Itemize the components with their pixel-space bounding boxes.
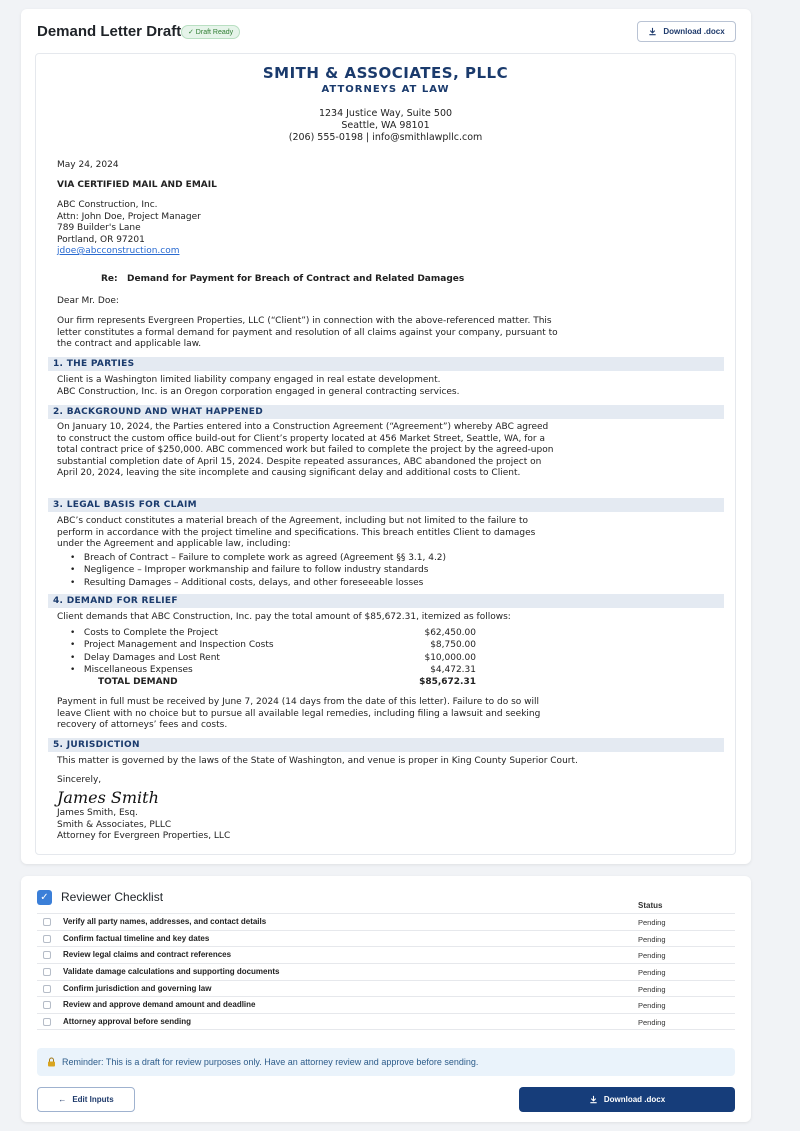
signature: James Smith [57, 788, 159, 807]
lock-icon [47, 1057, 56, 1067]
section-heading: 1. THE PARTIES [48, 357, 724, 371]
demand-amount: $10,000.00 [424, 652, 476, 663]
background-paragraph: On January 10, 2024, the Parties entered into a Construction Agreement (“Agreement”) whereby ABC agreed to construct the custom office build-out for Client’s property located at 456 Market Street, Seattle, WA, for a total contract price of $250,000. ABC commenced work but failed to complete the project by the agreed-upon substantial completion date of April 15, 2024. Despite repeated assurances, ABC abandoned the project on April 20, 2024, leaving the site incomplete and causing significant delay and additional costs to Client. [57, 422, 554, 478]
total-demand-label: TOTAL DEMAND [98, 677, 178, 688]
download-icon [589, 1095, 598, 1104]
download-docx-button[interactable] [519, 1087, 735, 1112]
checklist-checkbox[interactable] [43, 1001, 51, 1009]
checklist-row [37, 1013, 735, 1030]
checklist-checkbox[interactable] [43, 918, 51, 926]
checklist-item-label: Validate damage calculations and supporting documents [63, 967, 280, 977]
checklist-row [37, 930, 735, 947]
demand-item: • Project Management and Inspection Costs [70, 640, 274, 651]
firm-name: SMITH & ASSOCIATES, PLLC [262, 64, 509, 82]
section-heading: 2. BACKGROUND AND WHAT HAPPENED [48, 405, 724, 419]
demand-item: • Delay Damages and Lost Rent [70, 652, 220, 663]
recipient-line: ABC Construction, Inc. [57, 200, 158, 210]
jurisdiction-text: This matter is governed by the laws of the State of Washington, and venue is proper in King County Superior Court. [57, 756, 578, 766]
salutation: Dear Mr. Doe: [57, 296, 119, 306]
legal-bullet: • Resulting Damages – Additional costs, delays, and other foreseeable losses [70, 577, 424, 588]
legal-bullet: • Negligence – Improper workmanship and failure to follow industry standards [70, 565, 429, 576]
firm-address [36, 108, 735, 144]
letter-document [35, 53, 736, 855]
demand-intro: Client demands that ABC Construction, Inc. pay the total amount of $85,672.31, itemized as follows: [57, 612, 511, 622]
status-badge: ✓ Draft Ready [181, 25, 240, 39]
firm-address-line1: 1234 Justice Way, Suite 500 [318, 108, 453, 119]
checklist-checkbox[interactable] [43, 935, 51, 943]
signer-name: James Smith, Esq. [57, 808, 138, 818]
firm-address-line2: Seattle, WA 98101 [341, 120, 430, 131]
checklist-checkbox-icon: ✓ [37, 890, 52, 905]
checklist-item-label: Verify all party names, addresses, and contact details [63, 917, 267, 926]
recipient-email-link[interactable]: jdoe@abcconstruction.com [57, 246, 180, 256]
checklist-row [37, 963, 735, 980]
edit-inputs-button[interactable] [37, 1087, 135, 1112]
checklist-item-status: Pending [638, 1018, 666, 1028]
signer-role: Attorney for Evergreen Properties, LLC [57, 831, 231, 841]
checklist-item-label: Attorney approval before sending [63, 1017, 192, 1027]
delivery-method: VIA CERTIFIED MAIL AND EMAIL [57, 180, 217, 190]
recipient-line: Attn: John Doe, Project Manager [57, 211, 201, 222]
checklist-item-label: Review legal claims and contract references [63, 950, 232, 960]
checklist-checkbox[interactable] [43, 968, 51, 976]
legal-basis-paragraph: ABC’s conduct constitutes a material breach of the Agreement, including but not limited to the failure to perform in accordance with the project timeline and specifications. This breach entitles Client to damages under the Agreement and applicable law, including: [57, 516, 536, 549]
checklist-checkbox[interactable] [43, 1018, 51, 1026]
arrow-left-icon: ← [58, 1095, 67, 1104]
demand-amount: $4,472.31 [430, 664, 476, 675]
checklist-item-label: Confirm factual timeline and key dates [63, 933, 210, 943]
checklist-item-status: Pending [638, 984, 666, 994]
section-heading: 5. JURISDICTION [48, 738, 724, 752]
checklist-title: Reviewer Checklist [61, 890, 164, 904]
checklist-item-status: Pending [638, 968, 666, 978]
payment-paragraph: Payment in full must be received by June 7, 2024 (14 days from the date of this letter). Failure to do so will leave Client with no choice but to pursue all available legal remedies, including filing a lawsuit and seeking recovery of attorneys’ fees and costs. [57, 697, 541, 730]
section-heading: 4. DEMAND FOR RELIEF [48, 594, 724, 608]
reviewer-checklist-card [21, 876, 751, 1122]
checklist-item-status: Pending [638, 918, 666, 927]
checklist-row [37, 913, 735, 930]
checklist-checkbox[interactable] [43, 951, 51, 959]
legal-bullet: • Breach of Contract – Failure to complete work as agreed (Agreement §§ 3.1, 4.2) [70, 553, 447, 563]
download-label: Download .docx [663, 27, 725, 36]
page-title: Demand Letter Draft [37, 23, 182, 40]
download-label: Download .docx [603, 1095, 666, 1104]
recipient-line: 789 Builder's Lane [57, 223, 141, 233]
parties-line: ABC Construction, Inc. is an Oregon corporation engaged in general contracting services. [57, 386, 460, 397]
letter-card [21, 9, 751, 864]
checklist-row [37, 980, 735, 997]
checklist-row [37, 996, 735, 1013]
checklist-table [37, 913, 735, 1030]
demand-item: • Miscellaneous Expenses [70, 664, 193, 675]
intro-paragraph: Our firm represents Evergreen Properties, LLC (“Client”) in connection with the above-referenced matter. This letter constitutes a formal demand for payment and resolution of all claims against your company, pursuant to the contract and applicable law. [57, 316, 558, 349]
checklist-item-label: Review and approve demand amount and deadline [63, 1000, 256, 1010]
checklist-item-status: Pending [638, 1001, 666, 1011]
reminder-banner [37, 1048, 735, 1076]
re-line: Re: Demand for Payment for Breach of Contract and Related Damages [101, 274, 465, 284]
total-demand-amount: $85,672.31 [419, 677, 476, 688]
parties-line: Client is a Washington limited liability company engaged in real estate development. [57, 375, 441, 385]
edit-inputs-label: Edit Inputs [72, 1095, 114, 1104]
letter-date: May 24, 2024 [57, 160, 119, 170]
signer-firm: Smith & Associates, PLLC [57, 819, 172, 830]
checklist-row [37, 946, 735, 963]
checklist-item-label: Confirm jurisdiction and governing law [63, 983, 212, 993]
section-heading: 3. LEGAL BASIS FOR CLAIM [48, 498, 724, 512]
demand-amount: $62,450.00 [424, 628, 476, 638]
checklist-item-status: Pending [638, 934, 666, 944]
recipient-line: Portland, OR 97201 [57, 234, 145, 245]
download-docx-button-top[interactable] [637, 21, 736, 42]
checklist-item-status: Pending [638, 951, 666, 961]
checklist-checkbox[interactable] [43, 985, 51, 993]
firm-subtitle: ATTORNEYS AT LAW [321, 84, 450, 95]
reminder-text: Reminder: This is a draft for review purposes only. Have an attorney review and approve before sending. [62, 1057, 479, 1067]
demand-item: • Costs to Complete the Project [70, 628, 219, 638]
demand-amount: $8,750.00 [430, 640, 476, 651]
closing: Sincerely, [57, 775, 102, 785]
status-column-header: Status [638, 901, 663, 910]
firm-contact: (206) 555-0198 | info@smithlawpllc.com [288, 132, 483, 143]
download-icon [648, 27, 657, 36]
